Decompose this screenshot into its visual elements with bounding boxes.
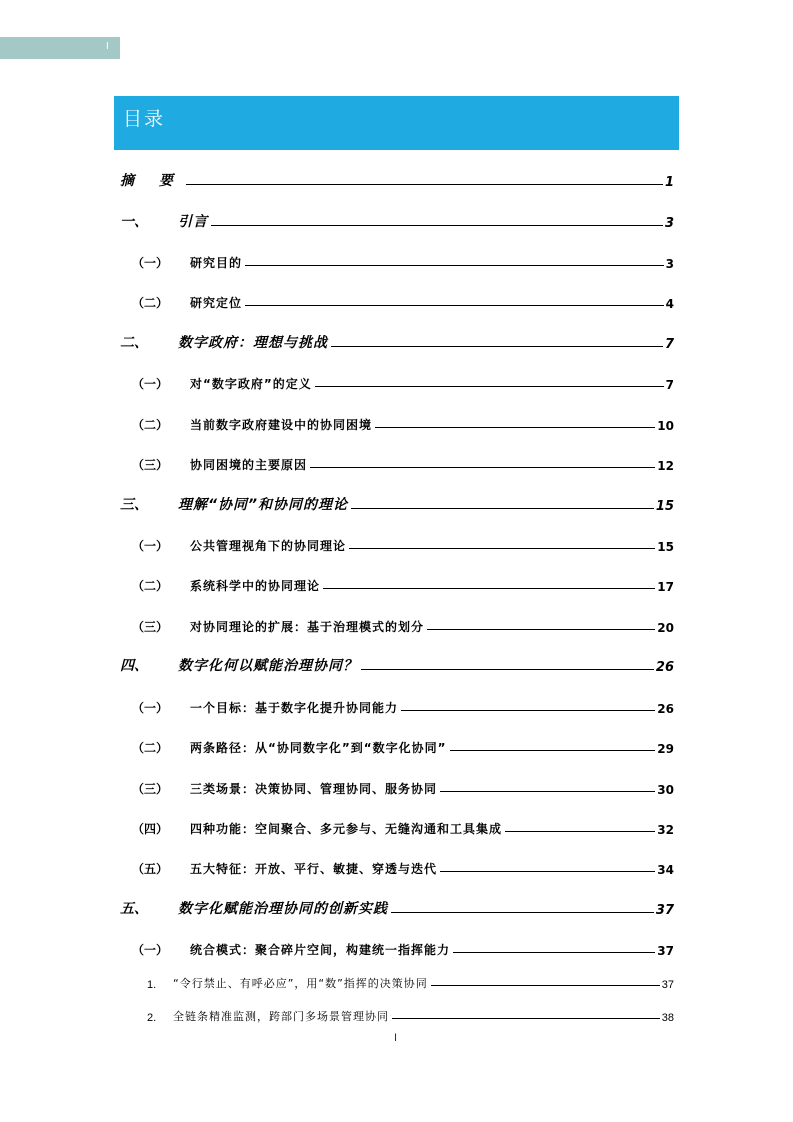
- toc-entry-chapter[interactable]: [114, 326, 674, 352]
- toc-entry-label: 一个目标：基于数字化提升协同能力: [190, 701, 399, 715]
- toc-entry-label: 对协同理论的扩展：基于治理模式的划分: [190, 620, 425, 634]
- toc-leader-line: [245, 265, 664, 266]
- toc-entry-section[interactable]: [114, 851, 674, 877]
- toc-entry-section[interactable]: [114, 285, 674, 311]
- toc-entry-section[interactable]: [114, 730, 674, 756]
- toc-entry-number: （二）: [132, 579, 169, 593]
- toc-entry-page: 34: [657, 863, 674, 877]
- toc-entry-section[interactable]: [114, 407, 674, 433]
- toc-entry-section[interactable]: [114, 771, 674, 797]
- toc-entry-number: （一）: [132, 943, 169, 957]
- toc-entry-page: 4: [665, 297, 674, 311]
- toc-leader-line: [186, 184, 663, 185]
- toc-entry-page: 37: [655, 903, 674, 918]
- toc-entry-label: 研究目的: [190, 256, 243, 270]
- toc-entry-page: 38: [661, 1012, 674, 1024]
- toc-entry-number: （二）: [132, 741, 169, 755]
- toc-entry-page: 20: [657, 621, 674, 635]
- toc-entry-label: 数字政府：理想与挑战: [178, 335, 328, 351]
- toc-entry-page: 26: [655, 660, 674, 675]
- toc-entry-section[interactable]: [114, 447, 674, 473]
- toc-entry-label: 全链条精准监测，跨部门多场景管理协同: [173, 1010, 389, 1023]
- toc-entry-number: 四、: [120, 658, 148, 674]
- toc-entry-section[interactable]: [114, 366, 674, 392]
- toc-entry-subsection[interactable]: [114, 965, 674, 991]
- toc-entry-label: 两条路径：从“协同数字化”到“数字化协同”: [190, 741, 447, 755]
- page-number-footer: I: [394, 1032, 398, 1044]
- toc-leader-line: [450, 750, 656, 751]
- toc-entry-label: 数字化赋能治理协同的创新实践: [178, 901, 388, 917]
- toc-entry-label: 五大特征：开放、平行、敏捷、穿透与迭代: [190, 862, 438, 876]
- toc-entry-label: “令行禁止、有呼必应”，用“数”指挥的决策协同: [173, 977, 428, 990]
- toc-entry-label: 理解“协同”和协同的理论: [178, 497, 349, 513]
- toc-entry-label: 摘 要: [120, 173, 183, 189]
- toc-leader-line: [323, 588, 655, 589]
- toc-leader-line: [310, 467, 655, 468]
- toc-leader-line: [427, 629, 655, 630]
- toc-header-banner: [114, 96, 679, 150]
- toc-entry-page: 12: [657, 459, 674, 473]
- toc-entry-number: 一、: [120, 214, 148, 230]
- toc-entry-section[interactable]: [114, 932, 674, 958]
- toc-entry-section[interactable]: [114, 245, 674, 271]
- toc-entry-label: 研究定位: [190, 296, 243, 310]
- toc-entry-chapter[interactable]: [114, 205, 674, 231]
- toc-entry-section[interactable]: [114, 609, 674, 635]
- toc-leader-line: [351, 508, 654, 509]
- toc-entry-number: （一）: [132, 377, 169, 391]
- toc-entry-page: 7: [664, 337, 674, 352]
- toc-entry-chapter[interactable]: [114, 649, 674, 675]
- toc-entry-number: 2.: [147, 1012, 157, 1024]
- toc-entry-section[interactable]: [114, 811, 674, 837]
- toc-entry-page: 7: [665, 378, 674, 392]
- toc-entry-chapter[interactable]: [114, 488, 674, 514]
- toc-entry-number: （三）: [132, 458, 169, 472]
- toc-entry-page: 37: [657, 944, 674, 958]
- toc-entry-page: 32: [657, 823, 674, 837]
- toc-entry-section[interactable]: [114, 528, 674, 554]
- toc-entry-label: 统合模式：聚合碎片空间，构建统一指挥能力: [190, 943, 451, 957]
- toc-leader-line: [440, 871, 655, 872]
- toc-leader-line: [375, 427, 655, 428]
- toc-entry-page: 37: [661, 979, 674, 991]
- toc-leader-line: [505, 831, 655, 832]
- tab-page-number: I: [106, 41, 109, 52]
- toc-entry-label: 对“数字政府”的定义: [190, 377, 312, 391]
- toc-entry-page: 3: [665, 257, 674, 271]
- toc-entry-page: 10: [657, 419, 674, 433]
- toc-entry-label: 引言: [178, 214, 208, 230]
- toc-entry-number: 五、: [120, 901, 148, 917]
- toc-leader-line: [245, 305, 664, 306]
- toc-leader-line: [361, 669, 654, 670]
- toc-leader-line: [453, 952, 655, 953]
- toc-entry-number: （二）: [132, 296, 169, 310]
- toc-entry-number: 二、: [120, 335, 148, 351]
- toc-entry-number: 三、: [120, 497, 148, 513]
- toc-leader-line: [315, 386, 664, 387]
- toc-entry-page: 15: [655, 499, 674, 514]
- toc-entry-number: （五）: [132, 862, 169, 876]
- toc-leader-line: [349, 548, 655, 549]
- toc-entry-section[interactable]: [114, 568, 674, 594]
- toc-entry-number: （四）: [132, 822, 169, 836]
- toc-entry-page: 29: [657, 742, 674, 756]
- toc-entry-page: 17: [657, 580, 674, 594]
- toc-entry-number: 1.: [147, 979, 157, 991]
- toc-entry-label: 三类场景：决策协同、管理协同、服务协同: [190, 782, 438, 796]
- toc-entry-number: （三）: [132, 782, 169, 796]
- toc-entry-page: 15: [657, 540, 674, 554]
- toc-entry-page: 1: [664, 175, 674, 190]
- toc-entry-label: 系统科学中的协同理论: [190, 579, 321, 593]
- toc-leader-line: [431, 985, 660, 986]
- toc-entry-chapter[interactable]: [114, 892, 674, 918]
- toc-entry-page: 30: [657, 783, 674, 797]
- page-title: 目录: [123, 108, 166, 130]
- toc-leader-line: [331, 346, 663, 347]
- toc-entry-label: 四种功能：空间聚合、多元参与、无缝沟通和工具集成: [190, 822, 503, 836]
- toc-entry-page: 26: [657, 702, 674, 716]
- toc-leader-line: [392, 1018, 660, 1019]
- toc-entry-label: 公共管理视角下的协同理论: [190, 539, 347, 553]
- toc-entry-number: （一）: [132, 701, 169, 715]
- toc-leader-line: [211, 225, 663, 226]
- toc-entry-abstract[interactable]: [114, 164, 674, 190]
- toc-entry-subsection[interactable]: [114, 998, 674, 1024]
- toc-entry-page: 3: [664, 216, 674, 231]
- page-tab-marker: [0, 37, 120, 59]
- toc-leader-line: [440, 791, 655, 792]
- toc-entry-number: （一）: [132, 256, 169, 270]
- toc-entry-number: （一）: [132, 539, 169, 553]
- toc-leader-line: [401, 710, 655, 711]
- toc-entry-label: 数字化何以赋能治理协同？: [178, 658, 358, 674]
- toc-entry-number: （二）: [132, 418, 169, 432]
- toc-entry-label: 协同困境的主要原因: [190, 458, 308, 472]
- toc-leader-line: [391, 912, 654, 913]
- toc-entry-section[interactable]: [114, 690, 674, 716]
- toc-entry-number: （三）: [132, 620, 169, 634]
- toc-entry-label: 当前数字政府建设中的协同困境: [190, 418, 373, 432]
